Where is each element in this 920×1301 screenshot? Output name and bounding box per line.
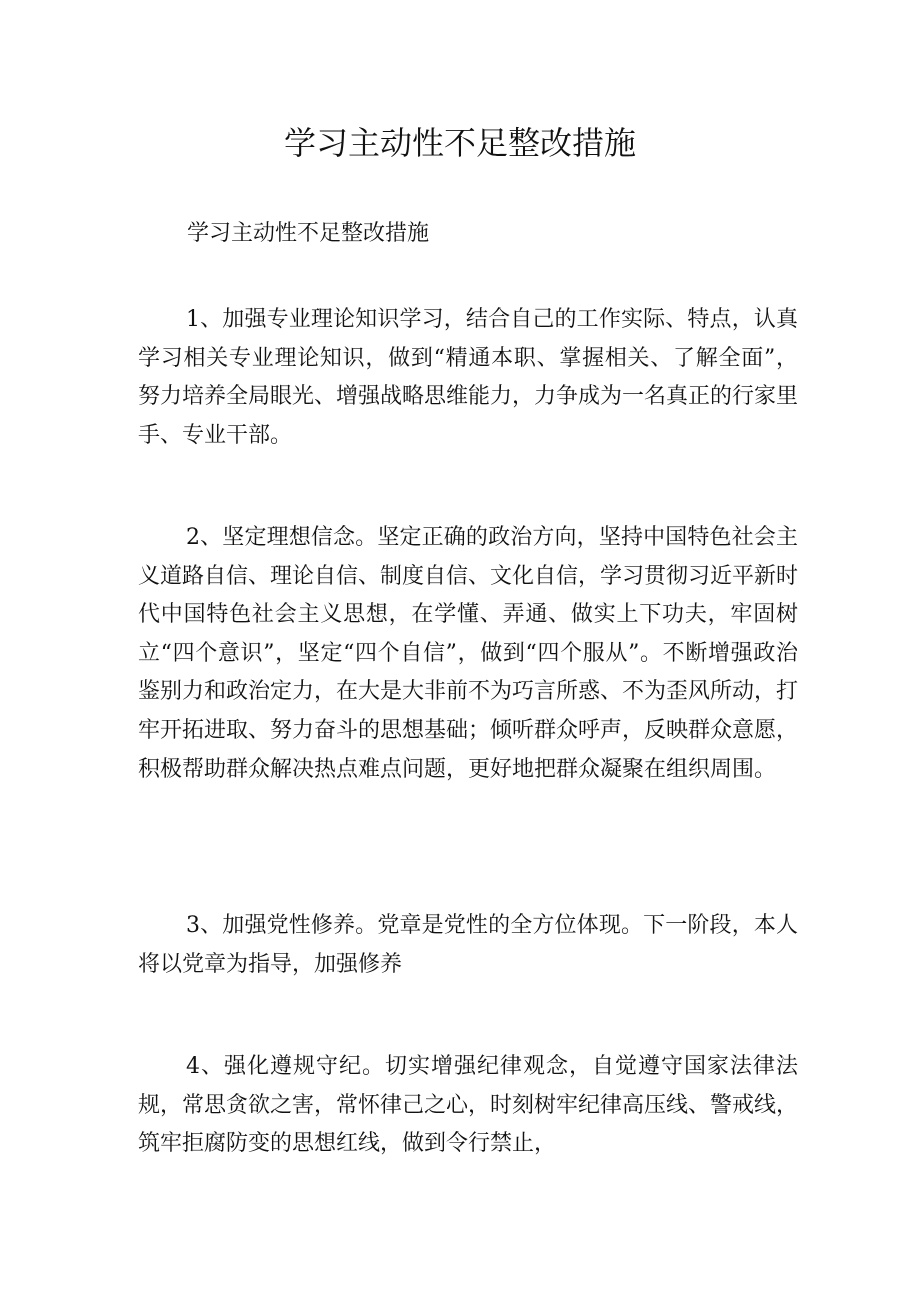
paragraph-2: 2、坚定理想信念。坚定正确的政治方向，坚持中国特色社会主义道路自信、理论自信、制度自信、文化自信，学习贯彻习近平新时代中国特色社会主义思想，在学懂、弄通、做实上下功夫，牢固树立“四个意识”，坚定“四个自信”，做到“四个服从”。不断增强政治鉴别力和政治定力，在大是大非前不为巧言所惑、不为歪风所动，打牢开拓进取、努力奋斗的思想基础；倾听群众呼声，反映群众意愿，积极帮助群众解决热点难点问题，更好地把群众凝聚在组织周围。: [138, 525, 799, 782]
document-subtitle: 学习主动性不足整改措施: [187, 221, 430, 246]
paragraph-3: 3、加强党性修养。党章是党性的全方位体现。下一阶段，本人将以党章为指导，加强修养: [138, 913, 798, 977]
paragraph-1: 1、加强专业理论知识学习，结合自己的工作实际、特点，认真学习相关专业理论知识，做到“精通本职、掌握相关、了解全面”，努力培养全局眼光、增强战略思维能力，力争成为一名真正的行家里手、专业干部。: [138, 307, 799, 448]
document-title: 学习主动性不足整改措施: [283, 124, 636, 162]
paragraph-4: 4、强化遵规守纪。切实增强纪律观念，自觉遵守国家法律法规，常思贪欲之害，常怀律己之心，时刻树牢纪律高压线、警戒线，筑牢拒腐防变的思想红线，做到令行禁止，: [138, 1054, 799, 1157]
